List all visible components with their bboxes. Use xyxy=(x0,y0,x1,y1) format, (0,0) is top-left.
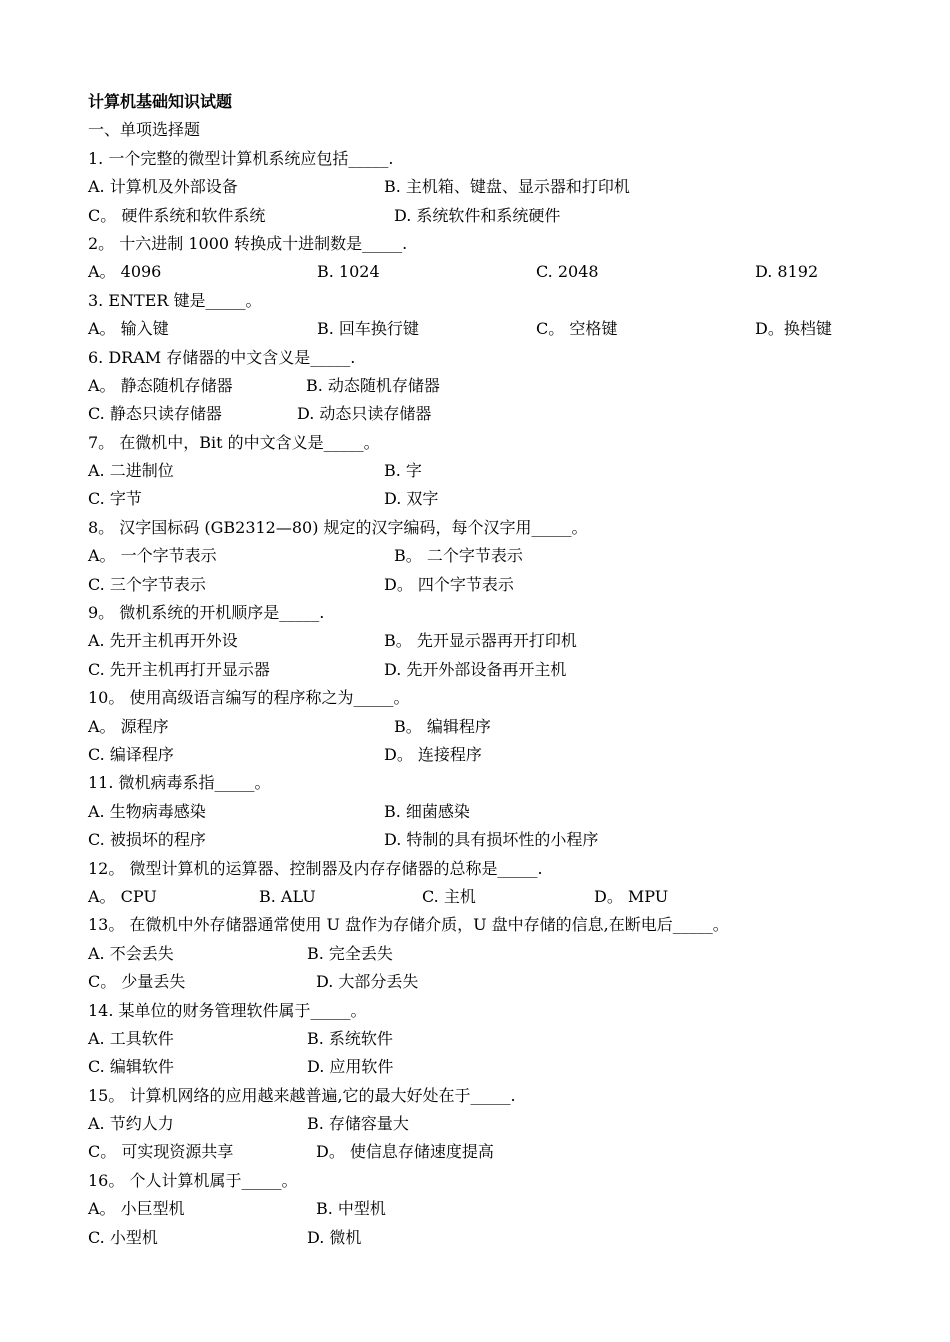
option-row xyxy=(88,457,888,485)
option-b: B. 动态随机存储器 xyxy=(306,375,440,395)
option-c: C. 编译程序 xyxy=(88,744,174,764)
option-c: C. 小型机 xyxy=(88,1227,158,1247)
option-row xyxy=(88,798,888,826)
option-c: C. 被损坏的程序 xyxy=(88,830,206,850)
option-a: A. 生物病毒感染 xyxy=(88,801,206,821)
question-text: 14. 某单位的财务管理软件属于_____。 xyxy=(88,1000,367,1020)
option-row xyxy=(88,372,888,400)
option-row xyxy=(88,202,888,230)
option-b: B。 先开显示器再开打印机 xyxy=(384,631,577,651)
question-text: 3. ENTER 键是_____。 xyxy=(88,290,262,310)
option-d: D. 大部分丢失 xyxy=(316,972,419,992)
question-text: 15。 计算机网络的应用越来越普遍,它的最大好处在于_____. xyxy=(88,1085,516,1105)
option-d: D。 四个字节表示 xyxy=(384,574,514,594)
option-a: A。 输入键 xyxy=(88,319,169,339)
option-row xyxy=(88,542,888,570)
option-c: C. 静态只读存储器 xyxy=(88,404,222,424)
option-a: A。 CPU xyxy=(88,886,157,906)
option-row xyxy=(88,940,888,968)
option-row xyxy=(88,1053,888,1081)
option-c: C。 硬件系统和软件系统 xyxy=(88,205,266,225)
option-d: D。 使信息存储速度提高 xyxy=(316,1142,494,1162)
option-d: D. 先开外部设备再开主机 xyxy=(384,659,567,679)
option-a: A。 一个字节表示 xyxy=(88,546,217,566)
option-row xyxy=(88,173,888,201)
option-c: C。 少量丢失 xyxy=(88,972,186,992)
question-text: 6. DRAM 存储器的中文含义是_____. xyxy=(88,347,356,367)
option-a: A。 源程序 xyxy=(88,716,169,736)
option-c: C. 编辑软件 xyxy=(88,1057,174,1077)
question-text: 12。 微型计算机的运算器、控制器及内存存储器的总称是_____. xyxy=(88,858,543,878)
option-d: D。换档键 xyxy=(755,319,832,339)
question-text: 1. 一个完整的微型计算机系统应包括_____. xyxy=(88,148,394,168)
option-row xyxy=(88,1025,888,1053)
question-text: 2。 十六进制 1000 转换成十进制数是_____. xyxy=(88,233,408,253)
option-b: B. 细菌感染 xyxy=(384,801,470,821)
option-d: D. 系统软件和系统硬件 xyxy=(394,205,561,225)
option-c: C. 三个字节表示 xyxy=(88,574,206,594)
option-b: B. 完全丢失 xyxy=(307,943,393,963)
option-c: C。 空格键 xyxy=(536,319,618,339)
option-row xyxy=(88,883,888,911)
option-a: A. 不会丢失 xyxy=(88,943,174,963)
option-d: D. 应用软件 xyxy=(307,1057,394,1077)
option-row xyxy=(88,1138,888,1166)
option-b: B. 系统软件 xyxy=(307,1028,393,1048)
exam-page xyxy=(88,88,888,1252)
question-text: 16。 个人计算机属于_____。 xyxy=(88,1170,298,1190)
option-row xyxy=(88,713,888,741)
question-text: 8。 汉字国标码 (GB2312—80) 规定的汉字编码，每个汉字用_____。 xyxy=(88,517,588,537)
option-row xyxy=(88,656,888,684)
option-b: B. 中型机 xyxy=(316,1199,386,1219)
option-b: B. 字 xyxy=(384,461,422,481)
option-c: C. 先开主机再打开显示器 xyxy=(88,659,270,679)
option-a: A. 先开主机再开外设 xyxy=(88,631,238,651)
option-row xyxy=(88,400,888,428)
option-a: A。 静态随机存储器 xyxy=(88,375,233,395)
option-d: D. 8192 xyxy=(755,262,819,282)
option-a: A。 4096 xyxy=(88,262,162,282)
option-row xyxy=(88,258,888,286)
option-b: B. ALU xyxy=(259,886,316,906)
question-text: 7。 在微机中，Bit 的中文含义是_____。 xyxy=(88,432,380,452)
exam-title: 计算机基础知识试题 xyxy=(88,92,233,111)
option-c: C。 可实现资源共享 xyxy=(88,1142,234,1162)
option-a: A. 工具软件 xyxy=(88,1028,174,1048)
option-row xyxy=(88,627,888,655)
question-text: 10。 使用高级语言编写的程序称之为_____。 xyxy=(88,688,410,708)
option-row xyxy=(88,1195,888,1223)
option-row xyxy=(88,571,888,599)
option-b: B。 编辑程序 xyxy=(394,716,491,736)
section-heading: 一、单项选择题 xyxy=(88,120,201,140)
option-c: C. 主机 xyxy=(422,886,476,906)
option-d: D. 微机 xyxy=(307,1227,362,1247)
question-text: 13。 在微机中外存储器通常使用 U 盘作为存储介质，U 盘中存储的信息,在断电后_____。 xyxy=(88,915,729,935)
option-c: C. 字节 xyxy=(88,489,142,509)
option-b: B. 存储容量大 xyxy=(307,1114,409,1134)
option-row xyxy=(88,1224,888,1252)
option-row xyxy=(88,826,888,854)
option-d: D. 双字 xyxy=(384,489,439,509)
option-row xyxy=(88,1110,888,1138)
option-d: D. 动态只读存储器 xyxy=(297,404,432,424)
option-row xyxy=(88,741,888,769)
option-a: A. 二进制位 xyxy=(88,461,174,481)
option-b: B. 主机箱、键盘、显示器和打印机 xyxy=(384,177,630,197)
option-b: B. 回车换行键 xyxy=(317,319,419,339)
option-a: A. 计算机及外部设备 xyxy=(88,177,238,197)
option-d: D. 特制的具有损坏性的小程序 xyxy=(384,830,599,850)
question-text: 9。 微机系统的开机顺序是_____. xyxy=(88,603,325,623)
option-row xyxy=(88,968,888,996)
question-text: 11. 微机病毒系指_____。 xyxy=(88,773,271,793)
option-row xyxy=(88,315,888,343)
option-row xyxy=(88,485,888,513)
option-b: B。 二个字节表示 xyxy=(394,546,523,566)
option-c: C. 2048 xyxy=(536,262,599,282)
option-b: B. 1024 xyxy=(317,262,380,282)
option-d: D。 MPU xyxy=(594,886,669,906)
option-d: D。 连接程序 xyxy=(384,744,482,764)
option-a: A。 小巨型机 xyxy=(88,1199,185,1219)
option-a: A. 节约人力 xyxy=(88,1114,174,1134)
